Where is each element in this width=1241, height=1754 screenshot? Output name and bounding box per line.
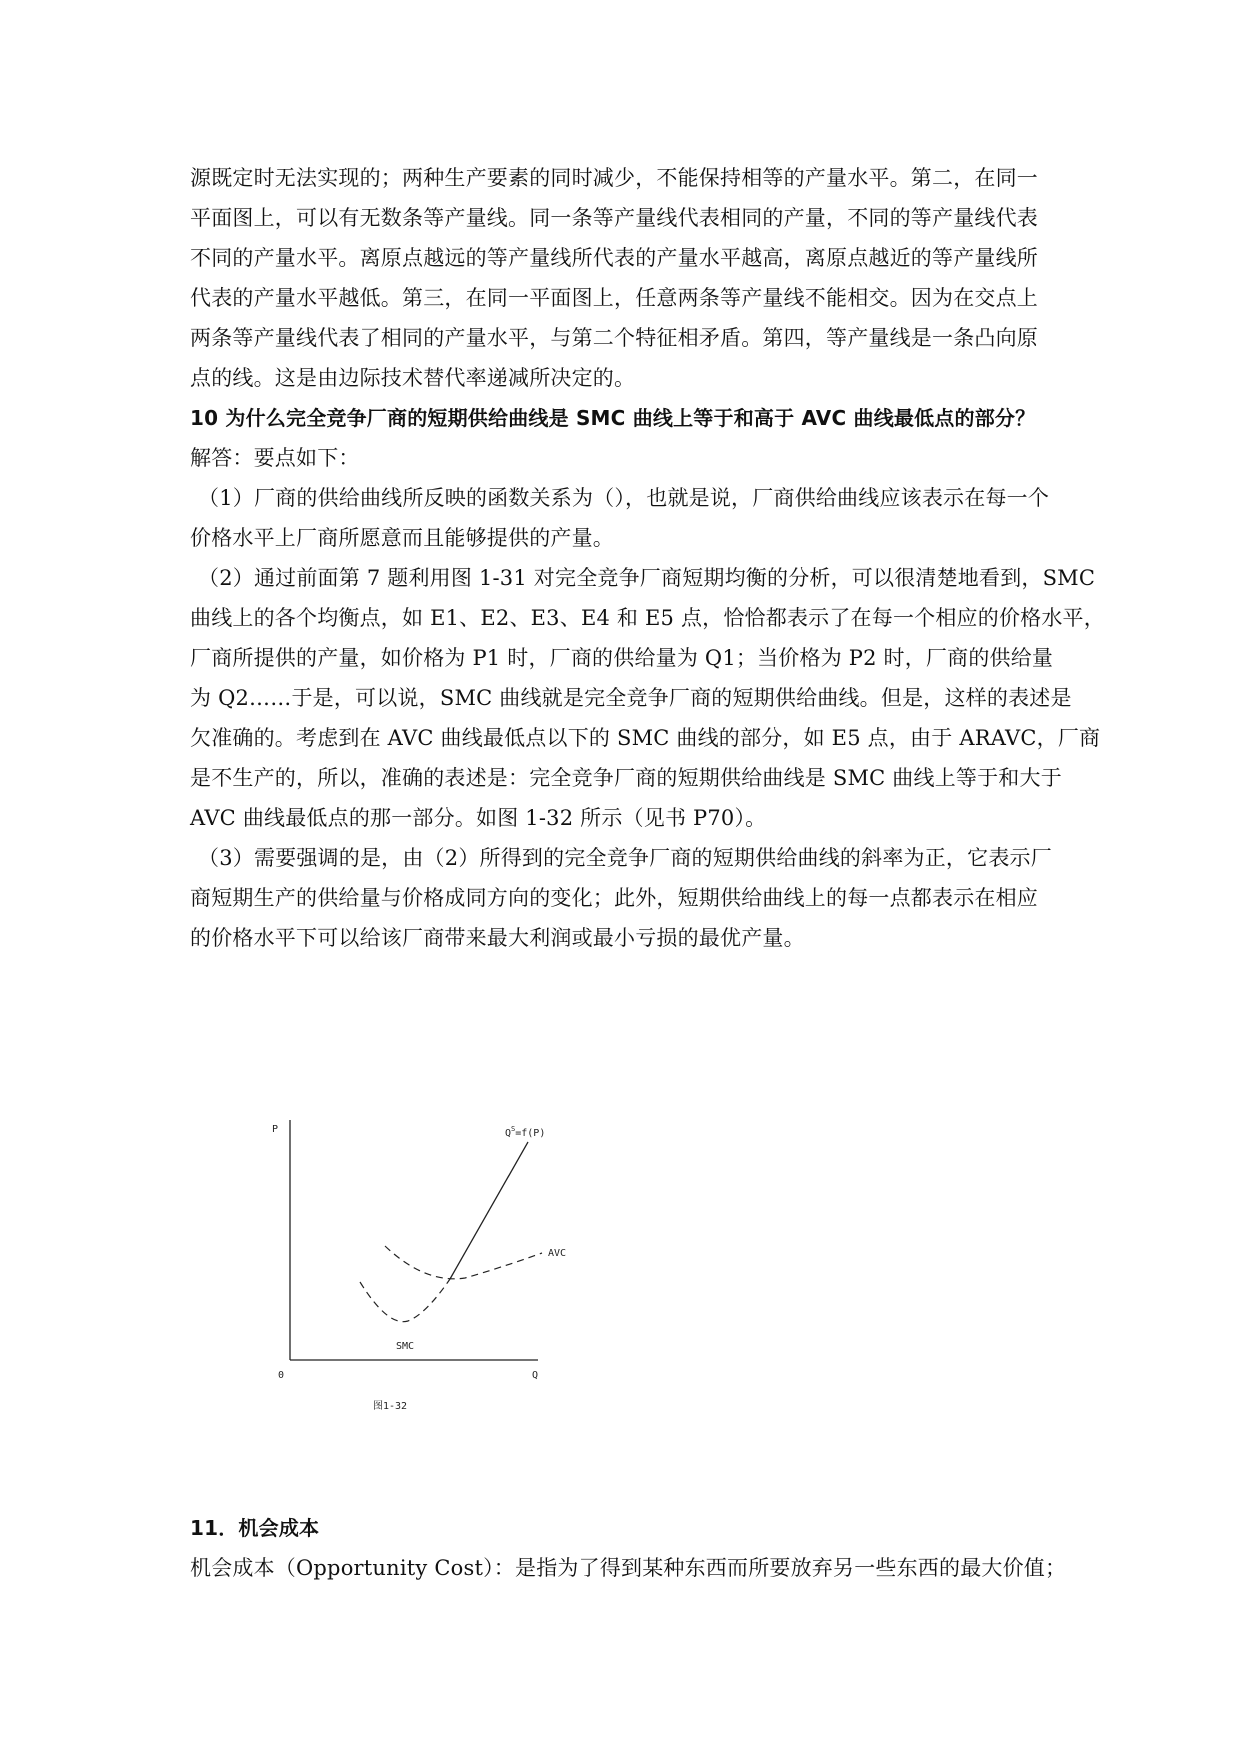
answer-intro: 解答：要点如下：	[190, 446, 360, 470]
paragraph-line: 不同的产量水平。离原点越远的等产量线所代表的产量水平越高，离原点越近的等产量线所	[190, 246, 1038, 270]
figure-caption: 图1-32	[373, 1401, 408, 1412]
point-2-line: 欠准确的。考虑到在 AVC 曲线最低点以下的 SMC 曲线的部分，如 E5 点，由于 ARAVC，厂商	[190, 726, 1101, 750]
origin-label: 0	[278, 1370, 285, 1381]
point-3-line: 的价格水平下可以给该厂商带来最大利润或最小亏损的最优产量。	[190, 926, 805, 950]
supply-label: $Q^S=f(P)$	[505, 1125, 546, 1139]
point-2-line: （2）通过前面第 7 题利用图 1-31 对完全竞争厂商短期均衡的分析，可以很清楚地看到，SMC	[198, 566, 1096, 590]
point-1-line: 价格水平上厂商所愿意而且能够提供的产量。	[190, 526, 614, 550]
avc-label: AVC	[548, 1248, 567, 1259]
y-axis-label: P	[272, 1124, 279, 1135]
smc-curve-lower	[360, 1279, 450, 1322]
paragraph-line: 代表的产量水平越低。第三，在同一平面图上，任意两条等产量线不能相交。因为在交点上	[190, 286, 1038, 310]
point-3-line: （3）需要强调的是，由（2）所得到的完全竞争厂商的短期供给曲线的斜率为正，它表示厂	[198, 846, 1052, 870]
point-2-line: 是不生产的，所以，准确的表述是：完全竞争厂商的短期供给曲线是 SMC 曲线上等于和大于	[190, 766, 1062, 790]
avc-curve	[385, 1246, 542, 1279]
figure-1-32	[260, 1112, 580, 1412]
x-axis-label: Q	[532, 1370, 539, 1381]
section-11-title: 11．机会成本	[190, 1516, 320, 1540]
point-2-line: 为 Q2……于是，可以说，SMC 曲线就是完全竞争厂商的短期供给曲线。但是，这样的表述是	[190, 686, 1072, 710]
paragraph-line: 点的线。这是由边际技术替代率递减所决定的。	[190, 366, 636, 390]
point-1-line: （1）厂商的供给曲线所反映的函数关系为（），也就是说，厂商供给曲线应该表示在每一个	[198, 486, 1050, 510]
point-2-line: AVC 曲线最低点的那一部分。如图 1-32 所示（见书 P70）。	[190, 806, 767, 830]
paragraph-line: 平面图上，可以有无数条等产量线。同一条等产量线代表相同的产量，不同的等产量线代表	[190, 206, 1038, 230]
paragraph-line: 两条等产量线代表了相同的产量水平，与第二个特征相矛盾。第四，等产量线是一条凸向原	[190, 326, 1038, 350]
paragraph-line: 源既定时无法实现的；两种生产要素的同时减少，不能保持相等的产量水平。第二，在同一	[190, 166, 1038, 190]
question-10-heading: 10 为什么完全竞争厂商的短期供给曲线是 SMC 曲线上等于和高于 AVC 曲线最低点的部分？	[190, 406, 1036, 430]
supply-curve	[450, 1142, 528, 1279]
point-2-line: 曲线上的各个均衡点，如 E1、E2、E3、E4 和 E5 点，恰恰都表示了在每一个相应的价格水平，	[190, 606, 1105, 630]
point-2-line: 厂商所提供的产量，如价格为 P1 时，厂商的供给量为 Q1；当价格为 P2 时，厂商的供给量	[190, 646, 1054, 670]
smc-label: SMC	[396, 1341, 415, 1352]
point-3-line: 商短期生产的供给量与价格成同方向的变化；此外，短期供给曲线上的每一点都表示在相应	[190, 886, 1038, 910]
section-11-text: 机会成本（Opportunity Cost）：是指为了得到某种东西而所要放弃另一些东西的最大价值；	[190, 1556, 1067, 1580]
